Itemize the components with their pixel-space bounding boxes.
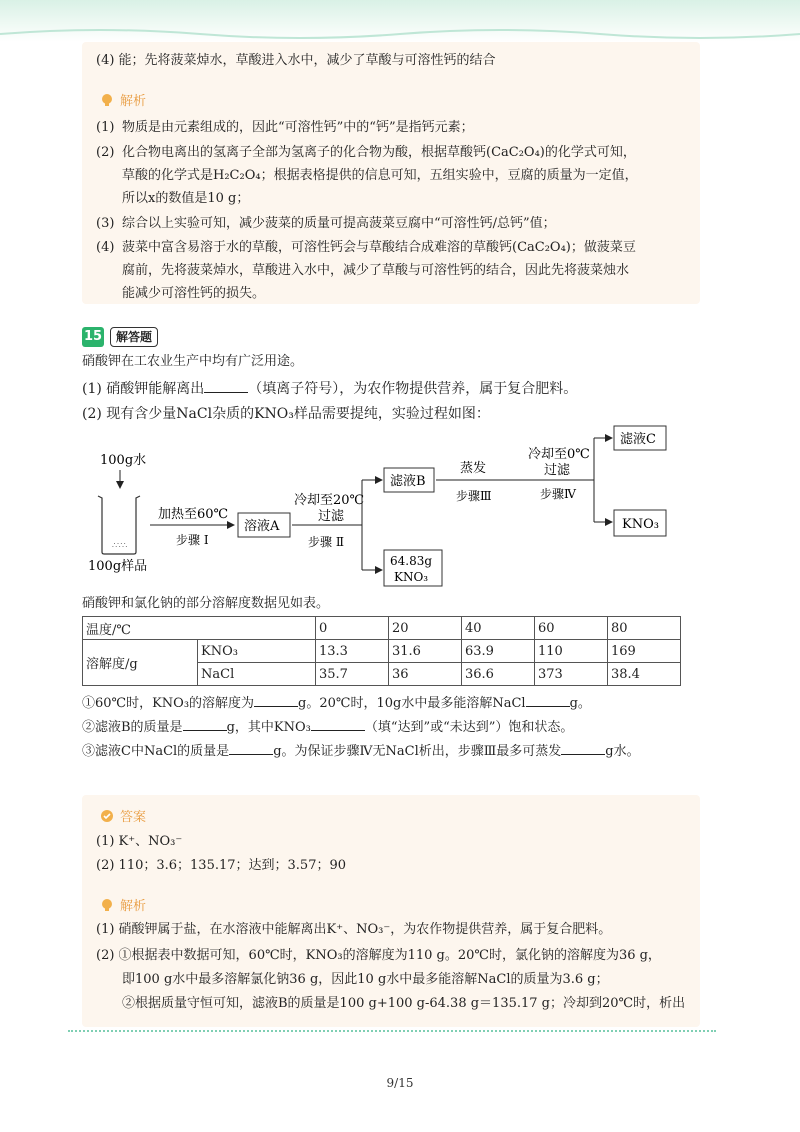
prev-item-num: (1): [96, 120, 115, 135]
prev-answer-line4: (4) 能；先将菠菜焯水，草酸进入水中，减少了草酸与可溶性钙的结合: [96, 53, 496, 68]
analysis-tag-2: [100, 895, 146, 914]
prev-item-line: 综合以上实验可知，减少菠菜的质量可提高菠菜豆腐中“可溶性钙/总钙”值；: [122, 216, 556, 231]
prev-item-line: 化合物电离出的氢离子全部为氢离子的化合物为酸，根据草酸钙(CaC₂O₄)的化学式可知，: [122, 145, 636, 160]
question-type-badge: 解答题: [110, 327, 158, 347]
table-cell: 36.6: [462, 663, 535, 686]
sub1-text: g。20℃时，10g水中最多能溶解NaCl: [298, 696, 526, 711]
check-badge-icon: [100, 809, 114, 823]
prev-item-num: (4): [96, 240, 115, 255]
prev-item-line: 菠菜中富含易溶于水的草酸，可溶性钙会与草酸结合成难溶的草酸钙(CaC₂O₄)；做菠菜豆: [122, 240, 636, 255]
prev-item-line: 能减少可溶性钙的损失。: [122, 286, 266, 301]
table-row: [83, 640, 681, 663]
analysis-line: 即100 g水中最多溶解氯化钠36 g，因此10 g水中最多能溶解NaCl的质量为3.6 g；: [122, 972, 609, 987]
answer-blank[interactable]: [204, 380, 248, 393]
part1-pre: (1) 硝酸钾能解离出: [82, 381, 205, 397]
prev-item-num: (2): [96, 145, 115, 160]
analysis-line: (1) 硝酸钾属于盐，在水溶液中能解离出K⁺、NO₃⁻，为农作物提供营养，属于复合肥料。: [96, 922, 612, 937]
footer-divider: [68, 1030, 716, 1032]
part1-post: （填离子符号），为农作物提供营养，属于复合肥料。: [248, 381, 578, 397]
sub1-text: ①60℃时，KNO₃的溶解度为: [82, 696, 255, 711]
table-row: [83, 617, 681, 640]
table-cell: 40: [462, 617, 535, 640]
subquestion-1: [82, 694, 591, 714]
answer-tag: [100, 806, 146, 825]
evaporate-label: 蒸发: [460, 461, 487, 476]
question-part1: [82, 379, 577, 399]
question-part2: (2) 现有含少量NaCl杂质的KNO₃样品需要提纯，实验过程如图：: [82, 406, 490, 422]
question-stem: 硝酸钾在工农业生产中均有广泛用途。: [82, 354, 304, 369]
table-cell: 38.4: [608, 663, 681, 686]
analysis-tag: [100, 90, 146, 109]
heat-label: 加热至60℃: [158, 507, 229, 522]
filter1-label: 过滤: [318, 509, 345, 524]
sample-label: 100g样品: [88, 559, 148, 574]
sub2-text: ②滤液B的质量是: [82, 720, 183, 735]
precipitate-mass: 64.83g: [390, 554, 433, 568]
prev-item-line: 草酸的化学式是H₂C₂O₄；根据表格提供的信息可知，五组实验中，豆腐的质量为一定值，: [122, 168, 638, 183]
table-cell: 80: [608, 617, 681, 640]
sub3-text: g水。: [605, 744, 640, 759]
table-cell: 0: [316, 617, 389, 640]
subquestion-3: [82, 742, 640, 762]
temp-header: 温度/℃: [83, 617, 316, 640]
step4-label: 步骤Ⅳ: [540, 487, 576, 501]
cool20-label: 冷却至20℃: [294, 493, 365, 508]
prev-item-num: (3): [96, 216, 115, 231]
step2-label: 步骤 Ⅱ: [308, 535, 344, 549]
table-intro: 硝酸钾和氯化钠的部分溶解度数据见如表。: [82, 596, 330, 611]
svg-text:∴∵∴: ∴∵∴: [112, 541, 128, 550]
solubility-table: [82, 616, 681, 686]
solution-a-label: 溶液A: [244, 519, 280, 534]
wave-decoration: [0, 26, 800, 40]
step1-label: 步骤 Ⅰ: [176, 533, 209, 547]
lightbulb-icon: [100, 93, 114, 107]
table-cell: 60: [535, 617, 608, 640]
answer-blank[interactable]: [561, 742, 605, 755]
table-cell: 35.7: [316, 663, 389, 686]
answer-label: 答案: [120, 810, 147, 825]
table-cell: 20: [389, 617, 462, 640]
prev-item-line: 腐前，先将菠菜焯水，草酸进入水中，减少了草酸与可溶性钙的结合，因此先将菠菜烛水: [122, 263, 630, 278]
solubility-header: 溶解度/g: [83, 640, 198, 686]
prev-item-line: 物质是由元素组成的，因此“可溶性钙”中的“钙”是指钙元素；: [122, 120, 474, 135]
step3-label: 步骤Ⅲ: [456, 489, 492, 503]
table-cell: 13.3: [316, 640, 389, 663]
answer-blank[interactable]: [229, 742, 273, 755]
answer-line-2: (2) 110；3.6；135.17；达到；3.57；90: [96, 858, 347, 873]
answer-line-1: (1) K⁺、NO₃⁻: [96, 834, 183, 849]
water-label: 100g水: [100, 453, 147, 468]
filtrate-c-label: 滤液C: [620, 432, 656, 447]
subquestion-2: [82, 718, 573, 738]
table-cell: 373: [535, 663, 608, 686]
page-number: 9/15: [386, 1076, 414, 1090]
filter2-label: 过滤: [544, 463, 571, 478]
sub2-text: （填“达到”或“未达到”）饱和状态。: [364, 720, 574, 735]
table-cell: 169: [608, 640, 681, 663]
precipitate-formula: KNO₃: [394, 570, 429, 584]
sub2-text: g，其中KNO₃: [226, 720, 311, 735]
cool0-label: 冷却至0℃: [528, 447, 590, 462]
substance-name: KNO₃: [198, 640, 316, 663]
table-cell: 63.9: [462, 640, 535, 663]
table-cell: 36: [389, 663, 462, 686]
sub1-text: g。: [569, 696, 591, 711]
analysis-label: 解析: [120, 94, 147, 109]
lightbulb-icon: [100, 898, 114, 912]
answer-blank[interactable]: [526, 694, 570, 707]
table-cell: 31.6: [389, 640, 462, 663]
answer-blank[interactable]: [311, 718, 365, 731]
analysis-line: (2) ①根据表中数据可知，60℃时，KNO₃的溶解度为110 g。20℃时，氯化钠的溶解度为36 g，: [96, 948, 661, 963]
process-diagram: [82, 420, 702, 590]
table-cell: 110: [535, 640, 608, 663]
analysis-label: 解析: [120, 899, 147, 914]
substance-name: NaCl: [198, 663, 316, 686]
sub3-text: g。为保证步骤Ⅳ无NaCl析出，步骤Ⅲ最多可蒸发: [273, 744, 562, 759]
sub3-text: ③滤液C中NaCl的质量是: [82, 744, 230, 759]
kno3-product-label: KNO₃: [622, 517, 659, 532]
question-number: 15: [82, 327, 104, 347]
answer-blank[interactable]: [183, 718, 227, 731]
answer-box: [82, 795, 700, 1027]
header-banner: [0, 0, 800, 42]
analysis-line: ②根据质量守恒可知，滤液B的质量是100 g+100 g-64.38 g＝135.17 g；冷却到20℃时，析出: [122, 996, 686, 1011]
filtrate-b-label: 滤液B: [390, 474, 426, 489]
prev-item-line: 所以x的数值是10 g；: [122, 191, 250, 206]
answer-blank[interactable]: [254, 694, 298, 707]
